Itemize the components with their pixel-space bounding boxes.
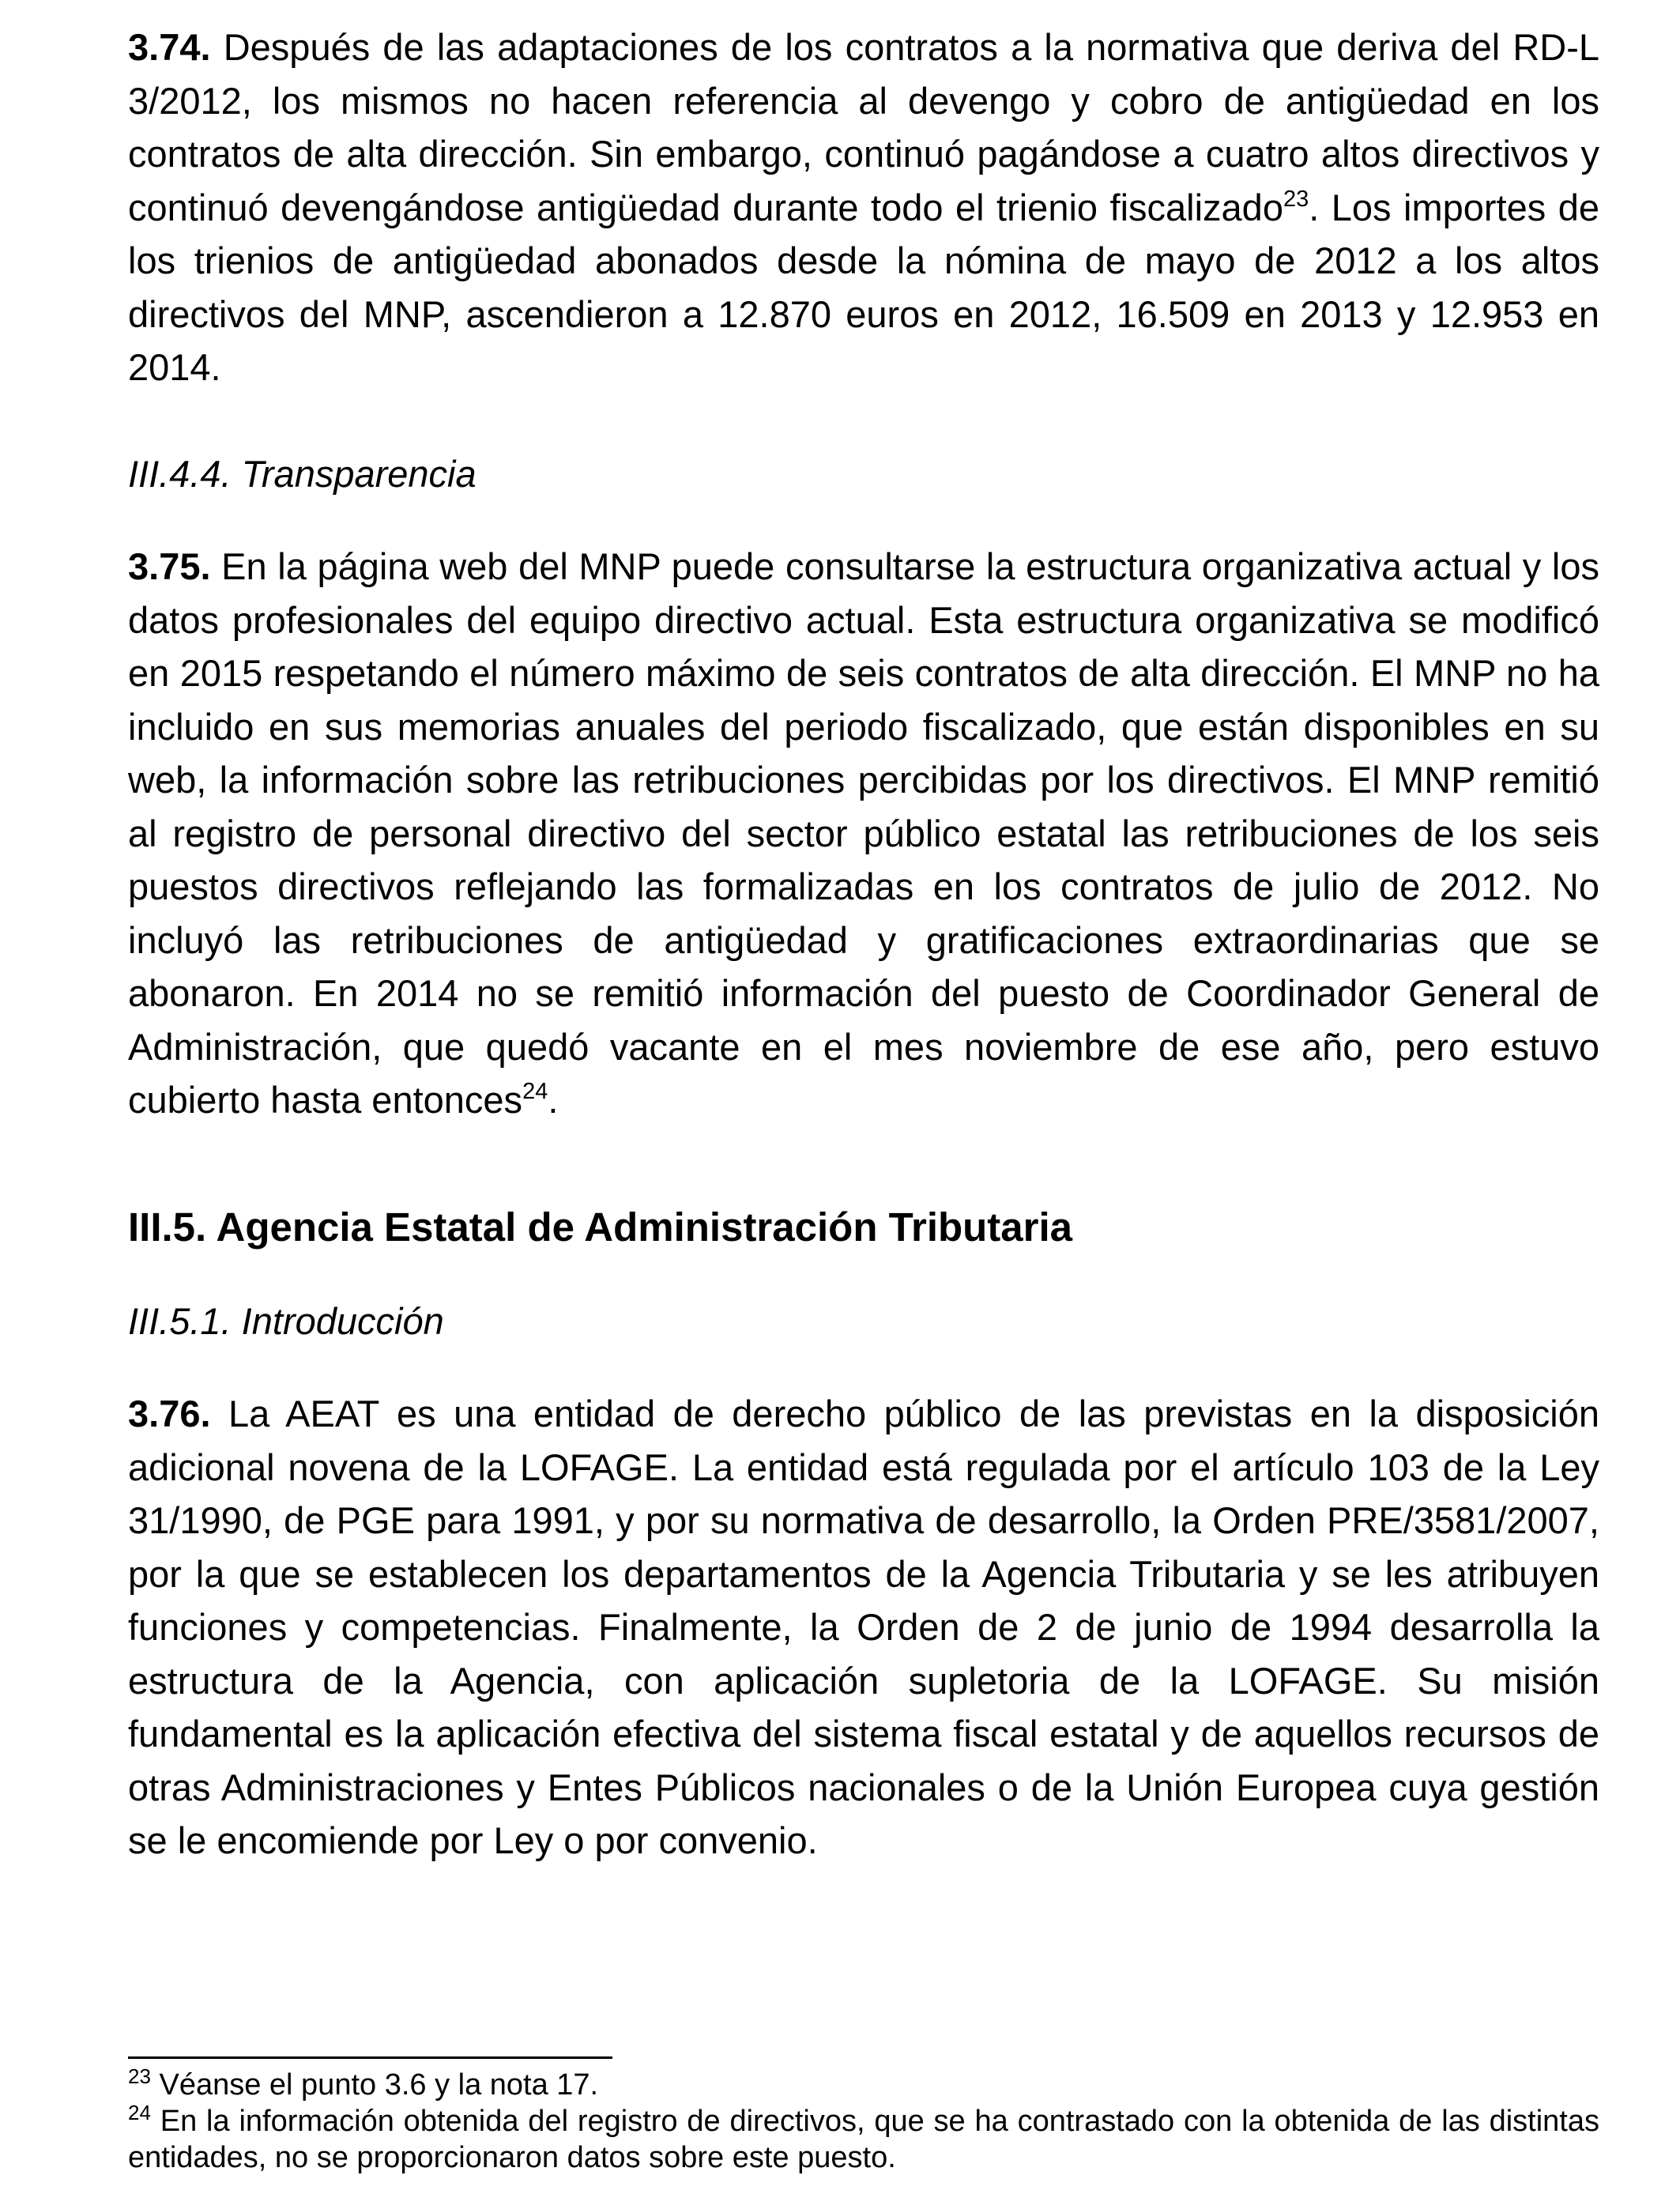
paragraph-number: 3.76.	[128, 1393, 211, 1434]
paragraph-text: En la página web del MNP puede consultarse la estructura organizativa actual y los datos profesionales del equipo directivo actual. Esta estructura organizativa se modificó en 2015 respetando el número máximo de seis contratos de alta dirección. El MNP no ha incluido en sus memorias anuales del periodo fiscalizado, que están disponibles en su web, la información sobre las retribuciones percibidas por los directivos. El MNP remitió al registro de personal directivo del sector público estatal las retribuciones de los seis puestos directivos reflejando las formalizadas en los contratos de julio de 2012. No incluyó las retribuciones de antigüedad y gratificaciones extraordinarias que se abonaron. En 2014 no se remitió información del puesto de Coordinador General de Administración, que quedó vacante en el mes noviembre de ese año, pero estuvo cubierto hasta entonces	[128, 545, 1599, 1121]
paragraph-text-cont: .	[548, 1079, 559, 1121]
subheading-transparencia: III.4.4. Transparencia	[128, 452, 477, 495]
paragraph-number: 3.74.	[128, 26, 211, 68]
subheading-introduccion: III.5.1. Introducción	[128, 1299, 444, 1342]
paragraph-text-cont: . Los importes de los trienios de antigüedad abonados desde la nómina de mayo de 2012 a los altos directivos del MNP, ascendieron a 12.870 euros en 2012, 16.509 en 2013 y 12.953 en 2014.	[128, 186, 1599, 388]
footnote-text: En la información obtenida del registro de directivos, que se ha contrastado con la obtenida de las distintas entidades, no se proporcionaron datos sobre este puesto.	[128, 2105, 1599, 2174]
paragraph-3-76	[128, 1387, 1599, 1868]
footnote-number: 24	[128, 2101, 151, 2124]
paragraph-number: 3.75.	[128, 545, 211, 587]
footnotes	[128, 2056, 1599, 2176]
paragraph-3-75	[128, 540, 1599, 1127]
paragraph-text: La AEAT es una entidad de derecho público de las previstas en la disposición adicional novena de la LOFAGE. La entidad está regulada por el artículo 103 de la Ley 31/1990, de PGE para 1991, y por su normativa de desarrollo, la Orden PRE/3581/2007, por la que se establecen los departamentos de la Agencia Tributaria y se les atribuyen funciones y competencias. Finalmente, la Orden de 2 de junio de 1994 desarrolla la estructura de la Agencia, con aplicación supletoria de la LOFAGE. Su misión fundamental es la aplicación efectiva del sistema fiscal estatal y de aquellos recursos de otras Administraciones y Entes Públicos nacionales o de la Unión Europea cuya gestión se le encomiende por Ley o por convenio.	[128, 1393, 1599, 1861]
paragraph-3-74	[128, 21, 1599, 394]
footnote-number: 23	[128, 2064, 151, 2088]
section-title-aeat: III.5. Agencia Estatal de Administración Tributaria	[128, 1204, 1073, 1250]
paragraph-text: Después de las adaptaciones de los contratos a la normativa que deriva del RD-L 3/2012, los mismos no hacen referencia al devengo y cobro de antigüedad en los contratos de alta dirección. Sin embargo, continuó pagándose a cuatro altos directivos y continuó devengándose antigüedad durante todo el trienio fiscalizado	[128, 26, 1599, 228]
footnote-ref-23[interactable]: 23	[1283, 186, 1309, 212]
footnote-23	[128, 2064, 1599, 2103]
footnote-divider	[128, 2056, 612, 2059]
document-body	[128, 21, 1599, 1868]
footnote-text: Véanse el punto 3.6 y la nota 17.	[150, 2068, 599, 2102]
footnote-24	[128, 2103, 1599, 2176]
footnote-ref-24[interactable]: 24	[522, 1079, 548, 1104]
